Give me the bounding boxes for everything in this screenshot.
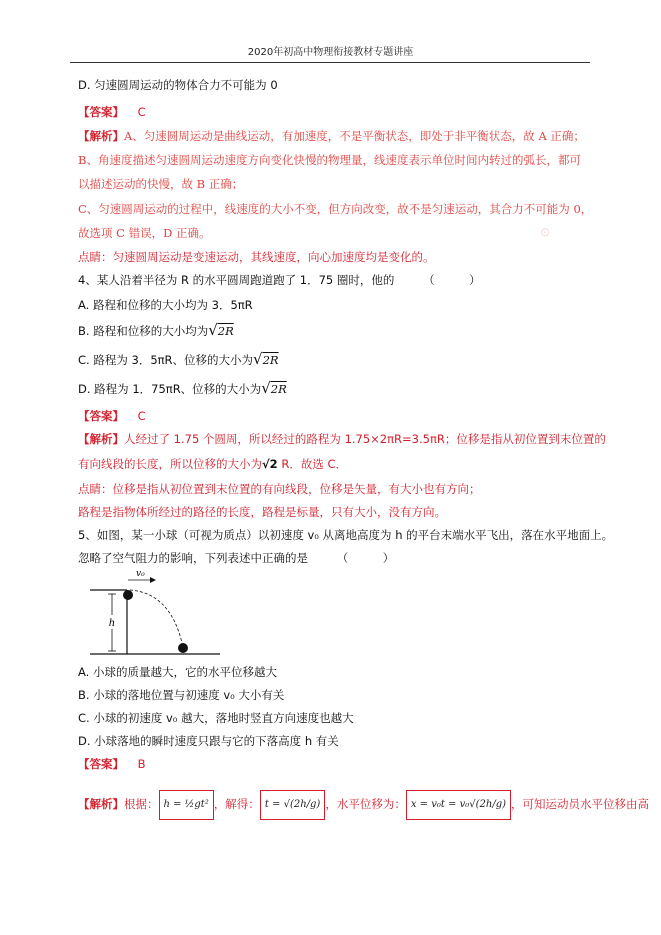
- q3-analysis-line-3: 以描述运动的快慢，故 B 正确；: [78, 177, 244, 191]
- watermark-stamp: ⊙: [538, 224, 552, 240]
- ball-landing: [178, 643, 188, 653]
- q4-analysis-line-1: [78, 431, 606, 447]
- answer-value: B: [137, 757, 146, 771]
- q3-analysis-line-1: [78, 128, 585, 144]
- q5-option-b: B. 小球的落地位置与初速度 v₀ 大小有关: [78, 688, 285, 702]
- projectile-diagram: [90, 567, 220, 657]
- sqrt-radicand: 2R: [217, 324, 234, 338]
- q3-option-d: D. 匀速圆周运动的物体合力不可能为 0: [78, 78, 278, 92]
- q3-analysis-line-5: 故选项 C 错误，D 正确。: [78, 226, 211, 240]
- analysis-label: 【解析】: [78, 129, 124, 143]
- analysis-text: A、匀速圆周运动是曲线运动，有加速度，不是平衡状态，即处于非平衡状态，故 A 正确；: [124, 129, 585, 143]
- answer-value: C: [137, 105, 146, 119]
- option-text: B. 路程和位移的大小均为: [78, 324, 209, 338]
- q4-stem: 4、某人沿着半径为 R 的水平圆周跑道跑了 1．75 圈时，他的 （ ）: [78, 273, 481, 287]
- q4-note-line-1: 点睛：位移是指从初位置到末位置的有向线段，位移是矢量，有大小也有方向；: [78, 482, 481, 496]
- q5-option-d: D. 小球落地的瞬时速度只跟与它的下落高度 h 有关: [78, 734, 339, 748]
- analysis-text: ，解得：: [213, 797, 260, 811]
- answer-label: 【答案】: [78, 757, 124, 771]
- q4-option-c: [78, 351, 279, 368]
- q4-option-a: A. 路程和位移的大小均为 3．5πR: [78, 298, 253, 312]
- q4-analysis-line-2: [78, 456, 347, 472]
- sqrt-expression: √2R: [261, 379, 287, 397]
- q5-analysis-line-1: [78, 788, 649, 820]
- formula-box-3: x = v₀t = v₀√(2h/g): [406, 790, 511, 820]
- answer-label: 【答案】: [78, 105, 124, 119]
- analysis-text: 有向线段的长度，所以位移的大小为: [78, 457, 262, 471]
- q5-option-a: A. 小球的质量越大，它的水平位移越大: [78, 665, 277, 679]
- answer-label: 【答案】: [78, 409, 124, 423]
- sqrt-radicand: 2R: [270, 382, 287, 396]
- sqrt-expression: √2: [262, 457, 278, 471]
- q3-answer-row: [78, 104, 146, 120]
- q4-answer-row: [78, 408, 146, 424]
- trajectory-path: [130, 590, 182, 643]
- velocity-arrowhead: [150, 577, 156, 583]
- analysis-text: 人经过了 1.75 个圆周，所以经过的路程为 1.75×2πR=3.5πR；位移是指从初位置到末位置的: [124, 432, 606, 446]
- q4-option-d: [78, 380, 287, 397]
- sqrt-radicand: 2: [269, 457, 278, 471]
- q4-option-b: [78, 322, 234, 339]
- q5-option-c: C. 小球的初速度 v₀ 越大，落地时竖直方向速度也越大: [78, 711, 354, 725]
- height-label: h: [108, 618, 116, 629]
- sqrt-expression: √2R: [208, 321, 234, 339]
- option-text: D. 路程为 1．75πR、位移的大小为: [78, 382, 262, 396]
- formula-box-1: h = ½gt²: [159, 790, 214, 820]
- q3-note: 点睛：匀速圆周运动是变速运动，其线速度，向心加速度均是变化的。: [78, 250, 435, 264]
- option-text: C. 路程为 3．5πR、位移的大小为: [78, 353, 254, 367]
- analysis-label: 【解析】: [78, 432, 124, 446]
- formula-box-2: t = √(2h/g): [260, 790, 326, 820]
- q3-analysis-line-4: C、匀速圆周运动的过程中，线速度的大小不变，但方向改变，故不是匀速运动，其合力不可能为 0，: [78, 202, 593, 216]
- q5-answer-row: [78, 756, 146, 772]
- q5-stem-line-2: 忽略了空气阻力的影响，下列表述中正确的是 （ ）: [78, 551, 395, 565]
- page-header: 2020年初高中物理衔接教材专题讲座: [247, 47, 414, 58]
- analysis-label: 【解析】: [78, 797, 124, 811]
- analysis-text: ，水平位移为：: [325, 797, 406, 811]
- q5-stem-line-1: 5、如图，某一小球（可视为质点）以初速度 v₀ 从离地高度为 h 的平台末端水平飞出，落在水平地面上。: [78, 528, 614, 542]
- q3-analysis-line-2: B、角速度描述匀速圆周运动速度方向变化快慢的物理量，线速度表示单位时间内转过的弧长，都可: [78, 153, 581, 167]
- sqrt-radicand: 2R: [262, 353, 279, 367]
- header-rule: [70, 62, 590, 63]
- answer-value: C: [137, 409, 146, 423]
- analysis-text: R．故选 C．: [277, 457, 348, 471]
- ball-start: [123, 590, 133, 600]
- velocity-label: v₀: [136, 569, 145, 579]
- q4-note-line-2: 路程是指物体所经过的路径的长度，路程是标量，只有大小，没有方向。: [78, 505, 446, 519]
- sqrt-expression: √2R: [253, 350, 279, 368]
- analysis-text: 根据：: [124, 797, 159, 811]
- analysis-text: ，可知运动员水平位移由高: [511, 797, 650, 811]
